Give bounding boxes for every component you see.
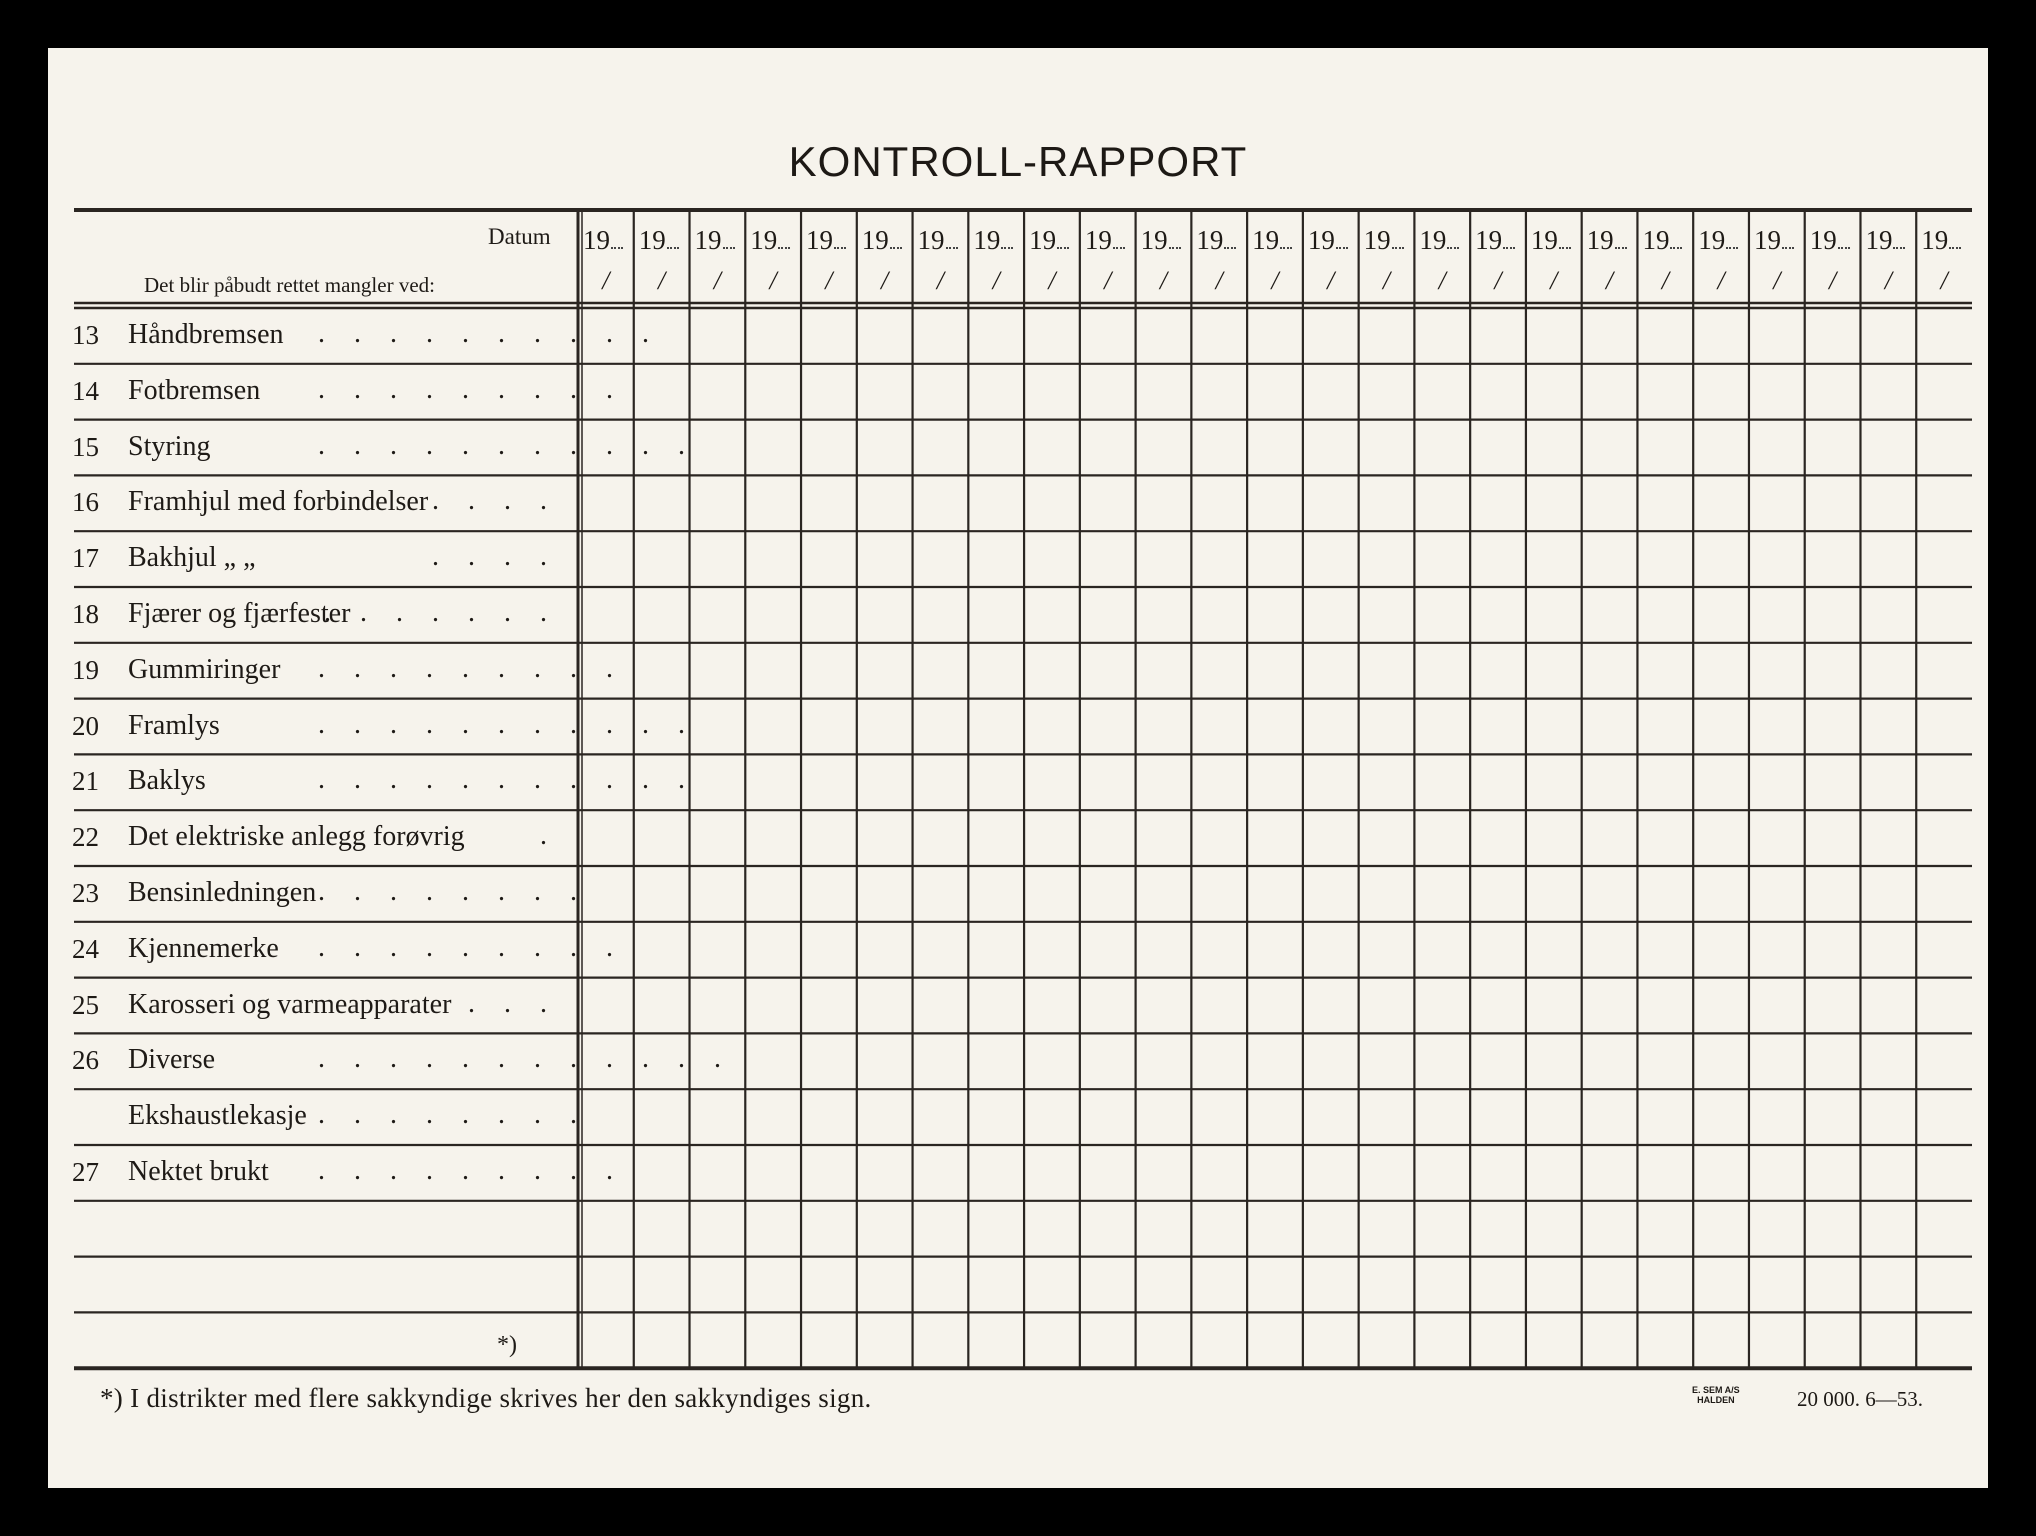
year-fill-dots: [1838, 243, 1850, 249]
row-number: 16: [72, 487, 99, 518]
year-fill-dots: [1280, 243, 1292, 249]
date-slash: /: [1271, 266, 1279, 295]
row-label: Håndbremsen: [128, 319, 284, 350]
row-leader-dots: . . . . . . . .: [318, 1099, 588, 1131]
year-prefix: 19: [973, 225, 1029, 256]
printer-city: HALDEN: [1697, 1395, 1735, 1405]
year-fill-dots: [946, 243, 958, 249]
row-label: Fotbremsen: [128, 374, 261, 406]
printer-imprint: [1692, 1385, 1740, 1405]
row-label: Framlys: [128, 709, 220, 741]
year-fill-dots: [890, 243, 902, 249]
year-fill-dots: [1670, 243, 1682, 249]
row-leader-dots: . . . . . . . . . . .: [318, 764, 696, 796]
year-prefix: 19: [1921, 225, 1977, 256]
date-slash: /: [1494, 266, 1502, 295]
year-prefix: 19: [1252, 225, 1308, 256]
year-prefix: 19: [1085, 225, 1141, 256]
row-number: 19: [72, 654, 99, 685]
date-slash: /: [1550, 266, 1558, 295]
row-number: 22: [72, 822, 99, 853]
row-label: Gummiringer: [128, 653, 281, 685]
year-prefix: 19: [1419, 225, 1475, 256]
datum-label: Datum: [488, 224, 551, 249]
row-leader-dots: . . . . . . . . .: [318, 373, 624, 405]
print-info: 20 000. 6—53.: [1797, 1387, 1923, 1411]
year-prefix: 19: [1865, 225, 1921, 256]
year-prefix: 19: [1475, 225, 1531, 256]
year-prefix: 19: [1587, 225, 1643, 256]
date-slash: /: [1159, 266, 1168, 295]
date-slash: /: [769, 266, 777, 295]
row-label: Styring: [128, 430, 211, 462]
year-fill-dots: [723, 243, 735, 249]
row-leader-dots: . . . . . . . . . .: [318, 318, 660, 349]
row-label: Bensinledningen: [128, 877, 317, 908]
year-prefix: 19: [1141, 225, 1197, 256]
row-label: Karosseri og varmeapparater: [128, 988, 452, 1020]
year-prefix: 19: [1364, 225, 1420, 256]
row-leader-dots: .: [540, 820, 558, 852]
year-prefix: 19: [1642, 225, 1698, 256]
row-number: 15: [72, 431, 99, 462]
row-leader-dots: . . . . . . . .: [318, 876, 588, 907]
row-number: 18: [72, 599, 99, 629]
date-slash: /: [658, 266, 666, 295]
year-fill-dots: [1336, 243, 1348, 249]
year-prefix: 19: [1531, 225, 1587, 256]
row-label: Framhjul med forbindelser: [128, 486, 429, 518]
footnote: *) I distrikter med flere sakkyndige skrives her den sakkyndiges sign.: [100, 1383, 872, 1413]
year-fill-dots: [1169, 243, 1181, 249]
date-slash: /: [1940, 266, 1948, 295]
year-fill-dots: [1726, 243, 1738, 249]
year-prefix: 19: [695, 225, 751, 256]
year-fill-dots: [667, 243, 679, 249]
signature-row-mark: *): [497, 1332, 517, 1358]
year-fill-dots: [1057, 243, 1069, 249]
year-prefix: 19: [1196, 225, 1252, 256]
row-number: 24: [72, 933, 99, 964]
row-number: 20: [72, 710, 99, 741]
row-leader-dots: . . . . . . . . . . .: [318, 708, 696, 740]
row-label: Kjennemerke: [128, 932, 279, 964]
year-prefix: 19: [1308, 225, 1364, 256]
row-label: Diverse: [128, 1044, 216, 1076]
row-label: Fjærer og fjærfester: [128, 598, 351, 629]
row-number: 14: [72, 375, 99, 406]
year-prefix: 19: [1754, 225, 1810, 256]
year-fill-dots: [834, 243, 846, 249]
row-number: 26: [72, 1045, 99, 1076]
row-leader-dots: . . .: [468, 987, 558, 1019]
date-slash: /: [1605, 266, 1614, 295]
row-number: 13: [72, 320, 99, 350]
date-slash: /: [1382, 266, 1391, 295]
year-fill-dots: [1893, 243, 1905, 249]
year-prefix: 19: [806, 225, 862, 256]
year-fill-dots: [1113, 243, 1125, 249]
defects-subheading: Det blir påbudt rettet mangler ved:: [144, 273, 435, 297]
date-slash: /: [1828, 266, 1837, 295]
row-label: Baklys: [128, 765, 206, 797]
row-label: Det elektriske anlegg forøvrig: [128, 821, 465, 853]
date-slash: /: [992, 266, 1000, 295]
year-fill-dots: [1001, 243, 1013, 249]
year-prefix: 19: [1810, 225, 1866, 256]
date-slash: /: [1104, 266, 1112, 295]
year-prefix: 19: [583, 225, 639, 256]
date-slash: /: [713, 266, 721, 295]
date-slash: /: [825, 266, 833, 295]
date-slash: /: [1438, 266, 1446, 295]
row-label: Nektet brukt: [128, 1156, 269, 1187]
row-leader-dots: . . . . . . . . . . . .: [318, 1043, 732, 1075]
row-label: Bakhjul „ „: [128, 542, 256, 574]
date-slash: /: [1884, 266, 1892, 295]
row-number: 23: [72, 878, 99, 908]
row-leader-dots: . . . . . . . . .: [318, 931, 624, 963]
year-fill-dots: [611, 243, 623, 249]
date-slash: /: [936, 266, 945, 295]
row-label: Ekshaustlekasje: [128, 1100, 307, 1132]
date-slash: /: [1661, 266, 1669, 295]
year-prefix: 19: [1029, 225, 1085, 256]
year-fill-dots: [1782, 243, 1794, 249]
date-slash: /: [602, 266, 610, 295]
date-slash: /: [881, 266, 889, 295]
year-prefix: 19: [750, 225, 806, 256]
date-slash: /: [1717, 266, 1725, 295]
year-fill-dots: [1559, 243, 1571, 249]
date-slash: /: [1773, 266, 1781, 295]
row-number: 27: [72, 1157, 99, 1187]
year-prefix: 19: [918, 225, 974, 256]
row-number: 25: [72, 989, 99, 1020]
year-fill-dots: [1503, 243, 1515, 249]
row-leader-dots: . . . . . . .: [324, 597, 558, 628]
date-slash: /: [1048, 266, 1056, 295]
row-leader-dots: . . . .: [432, 541, 558, 573]
form-title: KONTROLL-RAPPORT: [788, 138, 1248, 185]
row-leader-dots: . . . . . . . . .: [318, 652, 624, 684]
year-fill-dots: [1392, 243, 1404, 249]
date-slash: /: [1327, 266, 1335, 295]
year-prefix: 19: [1698, 225, 1754, 256]
year-prefix: 19: [639, 225, 695, 256]
row-leader-dots: . . . .: [432, 485, 558, 517]
row-number: 17: [72, 543, 99, 574]
printer-name: E. SEM A/S: [1692, 1385, 1740, 1395]
row-leader-dots: . . . . . . . . .: [318, 1155, 624, 1186]
year-fill-dots: [1447, 243, 1459, 249]
row-number: 21: [72, 766, 99, 797]
year-prefix: 19: [862, 225, 918, 256]
year-fill-dots: [1949, 243, 1961, 249]
year-fill-dots: [1615, 243, 1627, 249]
date-slash: /: [1215, 266, 1223, 295]
year-fill-dots: [1224, 243, 1236, 249]
year-fill-dots: [778, 243, 790, 249]
row-leader-dots: . . . . . . . . . . .: [318, 429, 696, 461]
